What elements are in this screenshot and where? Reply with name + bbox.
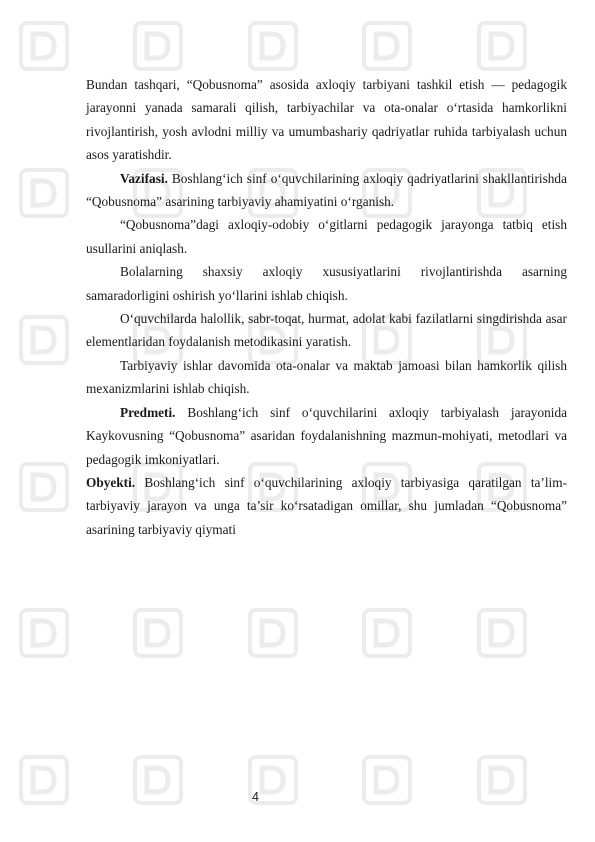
docx-logo-icon [476, 607, 528, 659]
docx-logo-icon [18, 20, 70, 72]
docx-logo-icon [361, 20, 413, 72]
paragraph-task-2 [86, 213, 567, 260]
docx-logo-icon [361, 607, 413, 659]
paragraph-text: “Qobusnoma”dagi axloqiy-odobiy o‘gitlarni pedagogik jarayonga tatbiq etish usullarini aniqlash. [86, 217, 567, 256]
docx-logo-icon [476, 754, 528, 806]
section-label-vazifasi: Vazifasi. [120, 170, 168, 186]
paragraph-text: Boshlang‘ich sinf o‘quvchilarining axloqiy qadriyatlarini shakllantirishda “Qobusnoma” asarining tarbiyaviy ahamiyatini o‘rganish. [86, 170, 567, 210]
docx-logo-icon [18, 754, 70, 806]
paragraph-task-4 [86, 307, 567, 354]
paragraph-text: Bolalarning shaxsiy axloqiy xususiyatlarini rivojlantirishda asarning samaradorligini oshirish yo‘llarini ishlab chiqish. [86, 264, 567, 303]
document-body [86, 73, 567, 541]
paragraph-obyekti [86, 471, 567, 541]
docx-logo-icon [132, 20, 184, 72]
docx-logo-icon [18, 314, 70, 366]
paragraph-text: O‘quvchilarda halollik, sabr-toqat, hurmat, adolat kabi fazilatlarni singdirishda asar elementlaridan foydalanish metodikasini yaratish. [86, 311, 567, 350]
paragraph-task-3 [86, 260, 567, 307]
section-label-predmeti: Predmeti. [120, 404, 176, 420]
docx-logo-icon [247, 20, 299, 72]
docx-logo-icon [132, 754, 184, 806]
docx-logo-icon [18, 461, 70, 513]
docx-logo-icon [476, 20, 528, 72]
page-number: 4 [252, 790, 259, 804]
docx-logo-icon [247, 607, 299, 659]
docx-logo-icon [18, 607, 70, 659]
paragraph-task-5 [86, 354, 567, 401]
docx-logo-icon [361, 754, 413, 806]
paragraph-vazifasi [86, 167, 567, 214]
section-label-obyekti: Obyekti. [86, 474, 136, 490]
docx-logo-icon [18, 167, 70, 219]
paragraph-text: Bundan tashqari, “Qobusnoma” asosida axloqiy tarbiyani tashkil etish — pedagogik jarayonni yanada samarali qilish, tarbiyachilar va ota-onalar o‘rtasida hamkorlikni rivojlantirish, yosh avlodni milliy va umumbashariy qadriyatlar ruhida tarbiyalash uchun asos yaratishdir. [86, 77, 567, 163]
paragraph-text: Boshlang‘ich sinf o‘quvchilarini axloqiy tarbiyalash jarayonida Kaykovusning “Qobusnoma” asaridan foydalanishning mazmun-mohiyati, metodlari va pedagogik imkoniyatlari. [86, 404, 567, 467]
paragraph-text: Tarbiyaviy ishlar davomida ota-onalar va maktab jamoasi bilan hamkorlik qilish mexanizmlarini ishlab chiqish. [86, 357, 567, 397]
paragraph-intro [86, 73, 567, 167]
paragraph-predmeti [86, 401, 567, 471]
docx-logo-icon [132, 607, 184, 659]
paragraph-text: Boshlang‘ich sinf o‘quvchilarining axloqiy tarbiyasiga qaratilgan ta’lim-tarbiyaviy jarayon va unga ta’sir ko‘rsatadigan omillar, shu jumladan “Qobusnoma” asarining tarbiyaviy qiymati [86, 474, 567, 537]
